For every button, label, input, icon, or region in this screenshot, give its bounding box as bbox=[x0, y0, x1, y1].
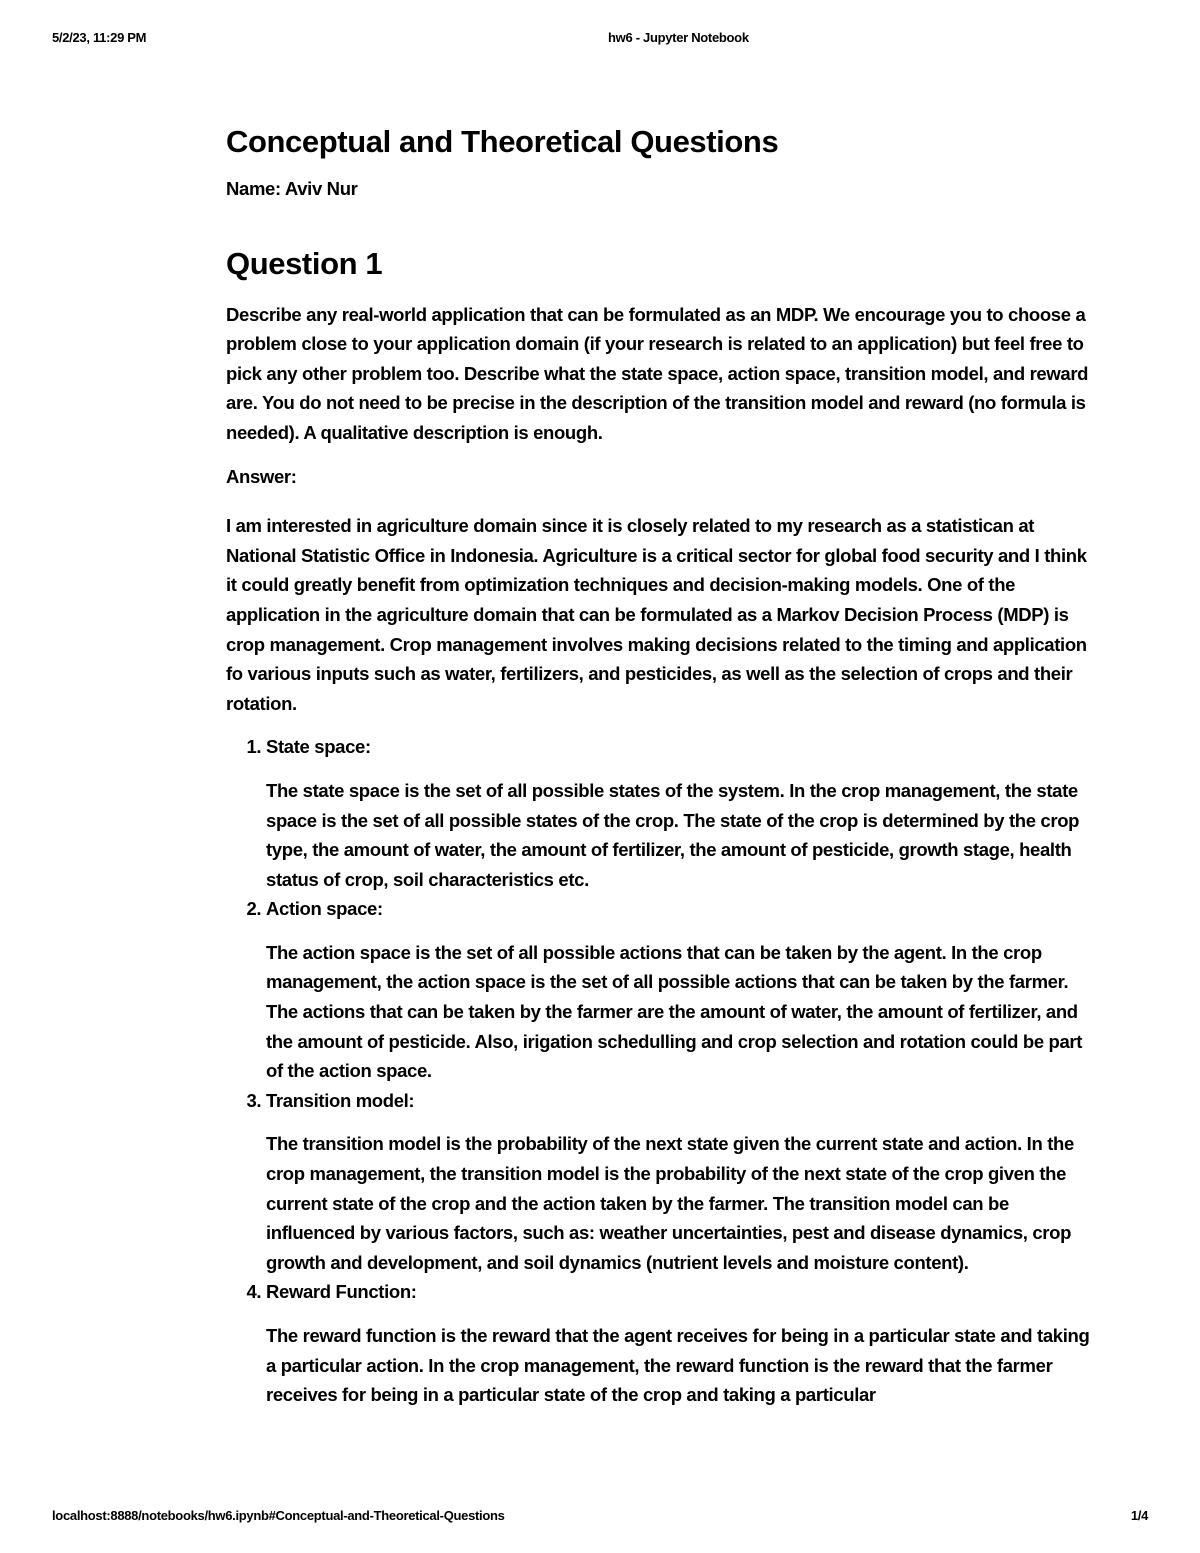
state-space-title: 1. State space: bbox=[266, 736, 371, 758]
list-item bbox=[266, 1277, 1096, 1409]
page-title: Conceptual and Theoretical Questions bbox=[226, 124, 779, 159]
print-header-datetime: 5/2/23, 11:29 PM bbox=[52, 30, 147, 45]
action-space-body: The action space is the set of all possible actions that can be taken by the agent. In the crop management, the action space is the set of all possible actions that can be taken by the farmer. The actions that can be taken by the farmer are the amount of water, the amount of fertilizer, and the amount of pesticide. Also, irigation schedulling and crop selection and rotation could be part of the action space. bbox=[266, 941, 1083, 1082]
state-space-body: The state space is the set of all possible states of the system. In the crop management, the state space is the set of all possible states of the crop. The state of the crop is determined by the crop type, the amount of water, the amount of fertilizer, the amount of pesticide, growth stage, health status of crop, soil characteristics etc. bbox=[266, 779, 1080, 890]
transition-model-title: 3. Transition model: bbox=[266, 1089, 415, 1111]
transition-model-body: The transition model is the probability of the next state given the current state and action. In the crop management, the transition model is the probability of the next state of the crop given the current state of the crop and the action taken by the farmer. The transition model can be influenced by various factors, such as: weather uncertainties, pest and disease dynamics, crop growth and development, and soil dynamics (nutrient levels and moisture content). bbox=[266, 1133, 1074, 1273]
print-footer-url: localhost:8888/notebooks/hw6.ipynb#Conceptual-and-Theoretical-Questions bbox=[52, 1508, 505, 1523]
print-footer-page-number: 1/4 bbox=[1130, 1508, 1148, 1523]
answer-list bbox=[226, 732, 1096, 1409]
reward-function-title: 4. Reward Function: bbox=[266, 1281, 417, 1303]
author-name: Name: Aviv Nur bbox=[226, 178, 358, 199]
list-item bbox=[266, 732, 1096, 894]
notebook-content bbox=[226, 120, 1096, 1410]
action-space-title: 2. Action space: bbox=[266, 898, 383, 920]
question-heading: Question 1 bbox=[226, 245, 383, 281]
answer-label: Answer: bbox=[226, 465, 297, 487]
list-item bbox=[266, 1086, 1096, 1278]
list-item bbox=[266, 894, 1096, 1086]
reward-function-body: The reward function is the reward that the agent receives for being in a particular state and taking a particular action. In the crop management, the reward function is the reward that the farmer receives for being in a particular state of the crop and taking a particular bbox=[266, 1325, 1090, 1406]
answer-intro: I am interested in agriculture domain since it is closely related to my research as a statistican at National Statistic Office in Indonesia. Agriculture is a critical sector for global food security and I think it could greatly benefit from optimization techniques and decision-making models. One of the application in the agriculture domain that can be formulated as a Markov Decision Process (MDP) is crop management. Crop management involves making decisions related to the timing and application fo various inputs such as water, fertilizers, and pesticides, as well as the selection of crops and their rotation. bbox=[226, 515, 1087, 714]
question-prompt: Describe any real-world application that can be formulated as an MDP. We encourage you to choose a problem close to your application domain (if your research is related to an application) but feel free to pick any other problem too. Describe what the state space, action space, transition model, and reward are. You do not need to be precise in the description of the transition model and reward (no formula is needed). A qualitative description is enough. bbox=[226, 303, 1089, 443]
print-header-title: hw6 - Jupyter Notebook bbox=[608, 30, 749, 45]
